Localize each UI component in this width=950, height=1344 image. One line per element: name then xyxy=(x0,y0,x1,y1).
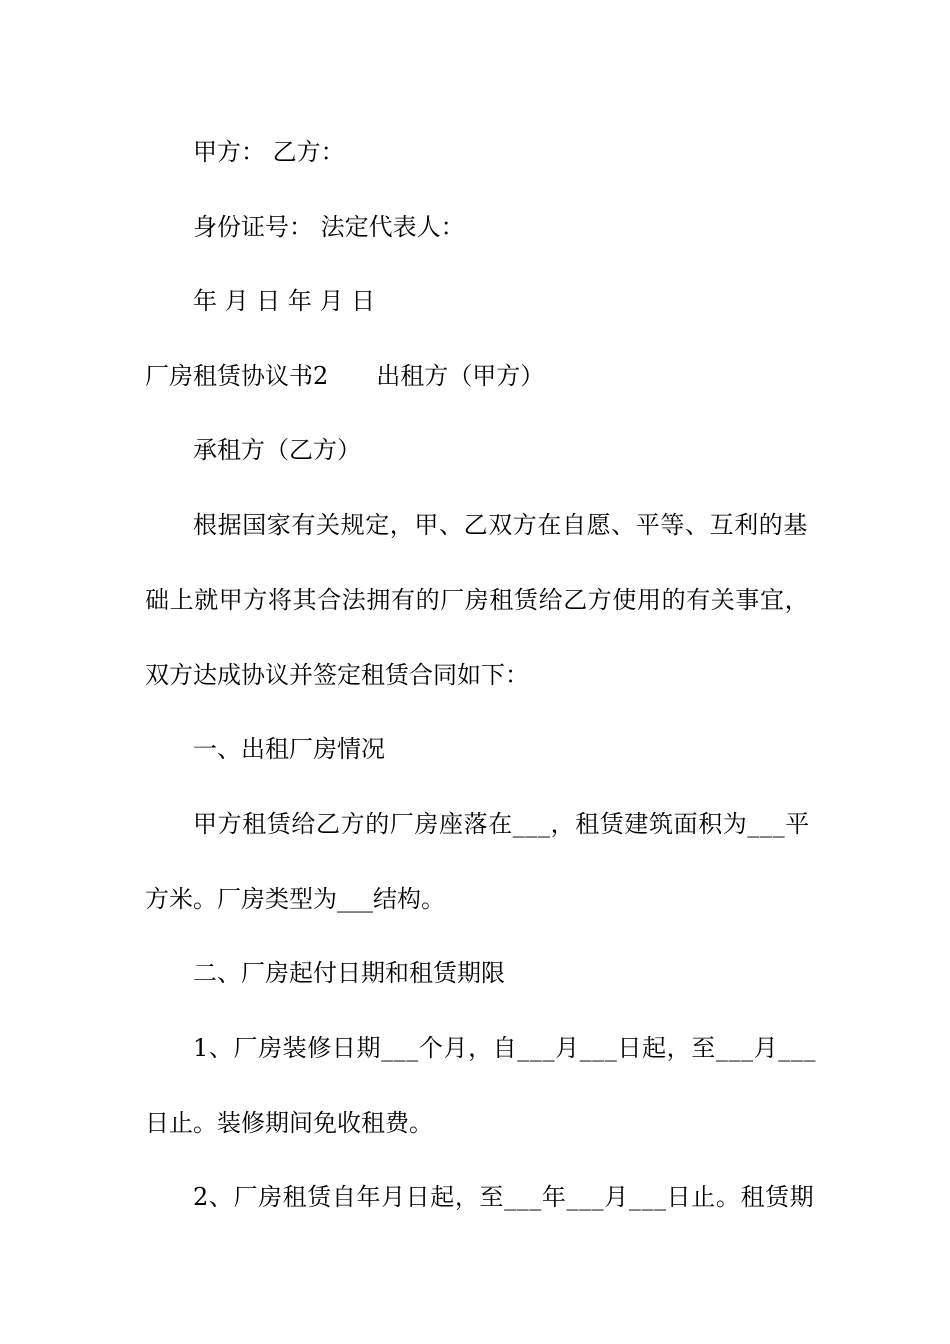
paragraph-line: 甲方租赁给乙方的厂房座落在___，租赁建筑面积为___平 xyxy=(193,810,810,838)
lessor-label: 出租方（甲方） xyxy=(376,362,545,390)
paragraph-line: 础上就甲方将其合法拥有的厂房租赁给乙方使用的有关事宜， xyxy=(145,586,810,614)
document-title: 厂房租赁协议书2 xyxy=(145,362,329,390)
date-line: 年 月 日 年 月 日 xyxy=(193,287,376,315)
paragraph-line: 方米。厂房类型为___结构。 xyxy=(145,885,445,913)
section-heading: 二、厂房起付日期和租赁期限 xyxy=(193,959,505,987)
paragraph-line: 1、厂房装修日期___个月，自___月___日起，至___月___ xyxy=(193,1034,817,1062)
party-line: 甲方： 乙方： xyxy=(193,138,345,166)
title-line xyxy=(145,360,825,392)
paragraph-line: 根据国家有关规定，甲、乙双方在自愿、平等、互利的基 xyxy=(193,511,808,539)
paragraph-line: 日止。装修期间免收租费。 xyxy=(145,1109,433,1137)
paragraph-line: 2、厂房租赁自年月日起，至___年___月___日止。租赁期 xyxy=(193,1183,815,1211)
paragraph-line: 双方达成协议并签定租赁合同如下： xyxy=(145,661,529,689)
lessee-line: 承租方（乙方） xyxy=(193,436,361,464)
id-line: 身份证号： 法定代表人： xyxy=(193,213,465,241)
section-heading: 一、出租厂房情况 xyxy=(193,735,385,763)
